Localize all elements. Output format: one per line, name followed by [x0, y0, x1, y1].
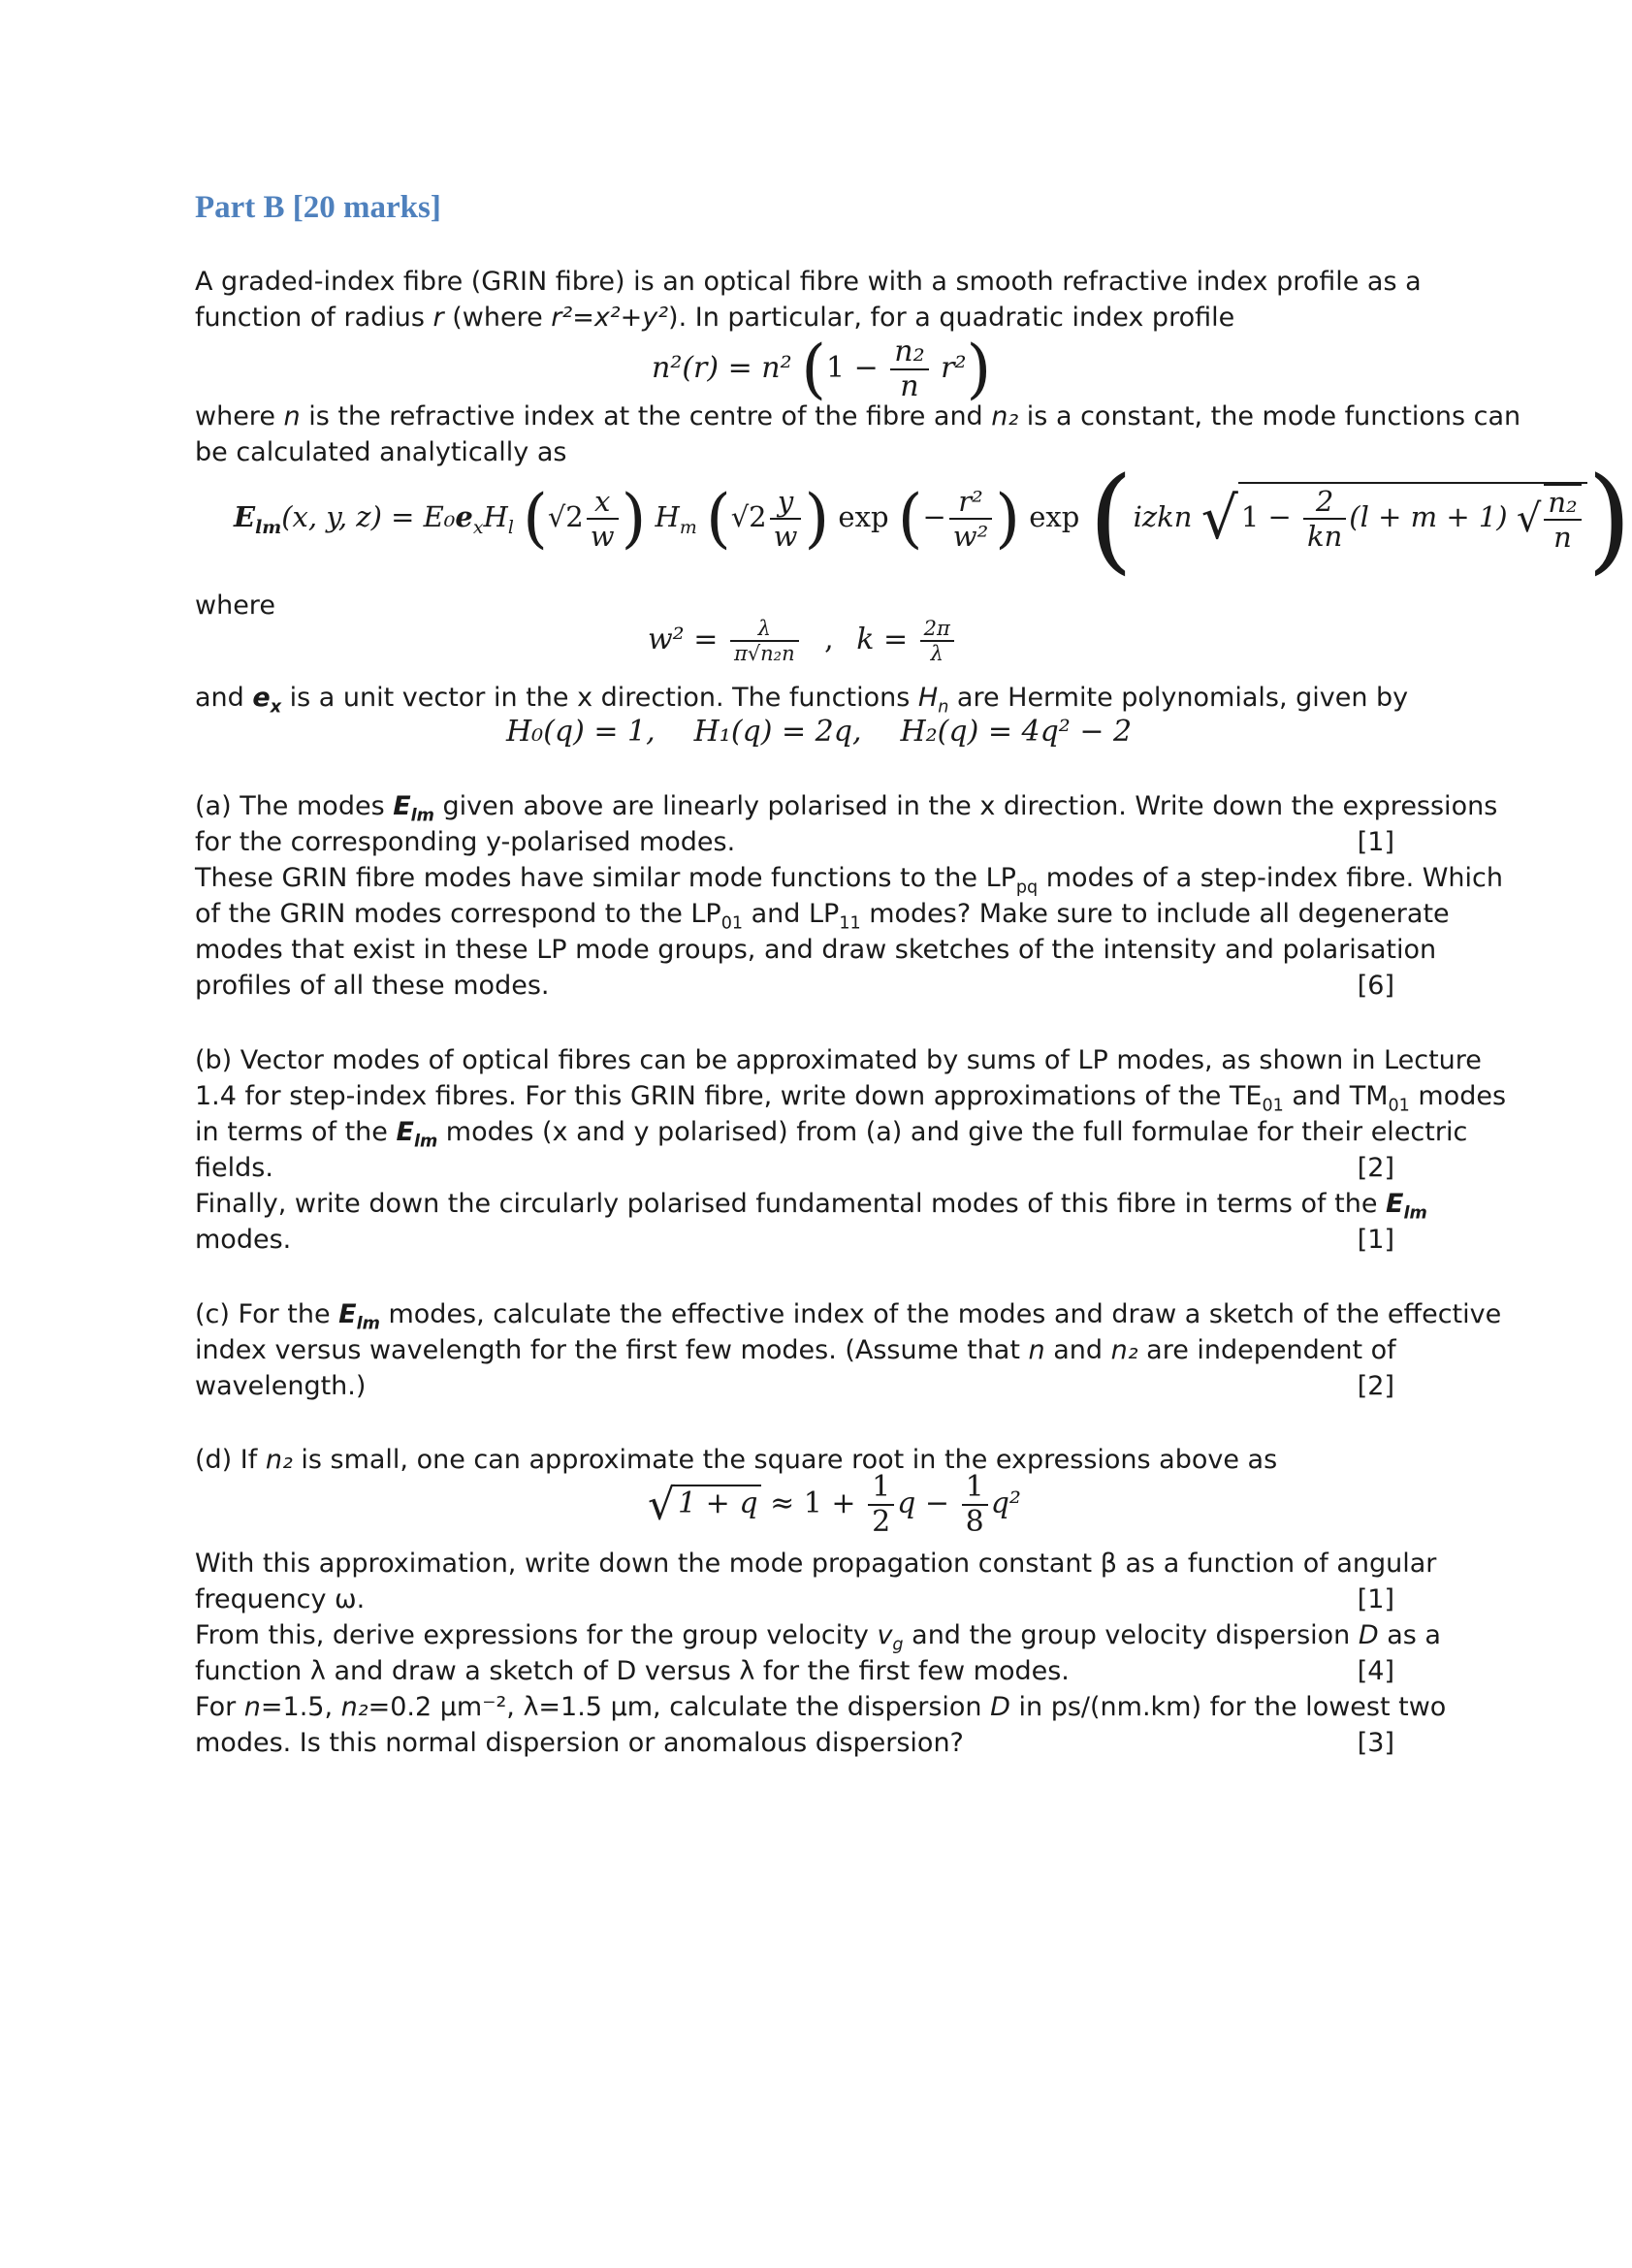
intro-paragraph — [195, 264, 1422, 335]
text-line: (c) For the $E_{lm}$ modes, calculate the effective index of the modes and draw a sketch of the effective — [195, 1299, 1502, 1334]
question-b — [195, 1042, 1507, 1258]
hermite-polynomials-equation: H₀(q) = 1, H₁(q) = 2q, H₂(q) = 4q² − 2 — [506, 715, 1133, 749]
text-line: (a) The modes $E_{lm}$ given above are linearly polarised in the x direction. Write down the expressions — [195, 791, 1498, 826]
section-heading: Part B [20 marks] — [195, 190, 441, 225]
text-line: and $e_x$ is a unit vector in the x direction. The functions $H_n$ are Hermite polynomials, given by — [195, 683, 1409, 718]
text-line: For n=1.5, n₂=0.2 µm⁻², λ=1.5 µm, calculate the dispersion D in ps/(nm.km) for the lowest two — [195, 1692, 1447, 1722]
text-line: These GRIN fibre modes have similar mode functions to the $LP_{pq}$ modes of a step-index fibre. Which — [195, 863, 1504, 898]
text-line: be calculated analytically as — [195, 437, 567, 467]
sqrt-approximation-equation: √ 1 + q ≈ 1 + $\frac{1}{2}$ q − $\frac{1}{8}$ q² — [648, 1470, 1021, 1539]
text-line: index versus wavelength for the first few modes. (Assume that n and n₂ are independent of — [195, 1335, 1396, 1365]
text-line: modes. [1] — [195, 1222, 1407, 1258]
marks-label: [1] — [1357, 1225, 1394, 1255]
marks-label: [1] — [1357, 1584, 1394, 1614]
hermite-paragraph — [195, 680, 1407, 716]
text-line: of the GRIN modes correspond to the $LP_{01}$ and $LP_{11}$ modes? Make sure to include all degenerate — [195, 899, 1450, 934]
text-line: Finally, write down the circularly polarised fundamental modes of this fibre in terms of the $E_{lm}$ — [195, 1189, 1427, 1224]
text-line: (b) Vector modes of optical fibres can be approximated by sums of LP modes, as shown in Lecture — [195, 1045, 1482, 1075]
marks-label: [2] — [1357, 1371, 1394, 1401]
text-line: (d) If n₂ is small, one can approximate the square root in the expressions above as — [195, 1445, 1278, 1475]
question-c — [195, 1296, 1502, 1404]
text-line: A graded-index fibre (GRIN fibre) is an optical fibre with a smooth refractive index profile as a — [195, 267, 1422, 297]
text-line: for the corresponding y-polarised modes. [1] — [195, 824, 1407, 860]
marks-label: [3] — [1357, 1728, 1394, 1758]
beam-width-equation: w² = $\frac{\lambda}{\text{π√n₂n}}$ , k = $\frac{2\pi}{\lambda}$ — [648, 617, 957, 665]
text-line: From this, derive expressions for the group velocity $v_g$ and the group velocity dispersion D as a — [195, 1620, 1441, 1655]
marks-label: [1] — [1357, 827, 1394, 857]
marks-label: [2] — [1357, 1153, 1394, 1183]
text-line: With this approximation, write down the mode propagation constant β as a function of angular — [195, 1549, 1437, 1579]
text-line: function λ and draw a sketch of D versus λ for the first few modes. [4] — [195, 1653, 1407, 1689]
marks-label: [6] — [1357, 971, 1394, 1001]
text-line: 1.4 for step-index fibres. For this GRIN fibre, write down approximations of the $TE_{01}$ and $TM_{01}$ modes — [195, 1081, 1507, 1116]
text-line: modes that exist in these LP mode groups, and draw sketches of the intensity and polarisation — [195, 935, 1437, 965]
text-line: function of radius r (where r²=x²+y²). In particular, for a quadratic index profile — [195, 303, 1235, 333]
text-line: in terms of the $E_{lm}$ modes (x and y polarised) from (a) and give the full formulae for their electric — [195, 1117, 1468, 1152]
text-line: fields. [2] — [195, 1150, 1407, 1186]
text-line: where n is the refractive index at the centre of the fibre and n₂ is a constant, the mode functions can — [195, 401, 1521, 431]
text-line: profiles of all these modes. [6] — [195, 968, 1407, 1004]
index-profile-equation: n²(r) = n² (1 − $\frac{\text{n₂}}{n}$ r²) — [652, 332, 992, 406]
text-line: where — [195, 591, 275, 621]
text-line: modes. Is this normal dispersion or anomalous dispersion? [3] — [195, 1725, 1407, 1761]
mode-function-equation: $E_{lm}(x$, y, $z) = E_0e_xH_l$ (√2 $\frac{x}{w}$ ) $H_m$ (√2 $\frac{y}{w}$ ) exp (− $\frac{\text{r²}}{\text{w²}}$ ) exp (izkn √ 1 − $\frac{2}{kn}$ (l + m + 1) √ $\frac{\text{n₂}}{n}$ ) — [234, 452, 1632, 586]
question-d — [195, 1546, 1447, 1761]
mode-function-paragraph — [195, 399, 1521, 470]
text-line: frequency ω. [1] — [195, 1581, 1407, 1617]
marks-label: [4] — [1357, 1656, 1394, 1686]
text-line: wavelength.) [2] — [195, 1368, 1407, 1404]
question-a — [195, 788, 1504, 1004]
